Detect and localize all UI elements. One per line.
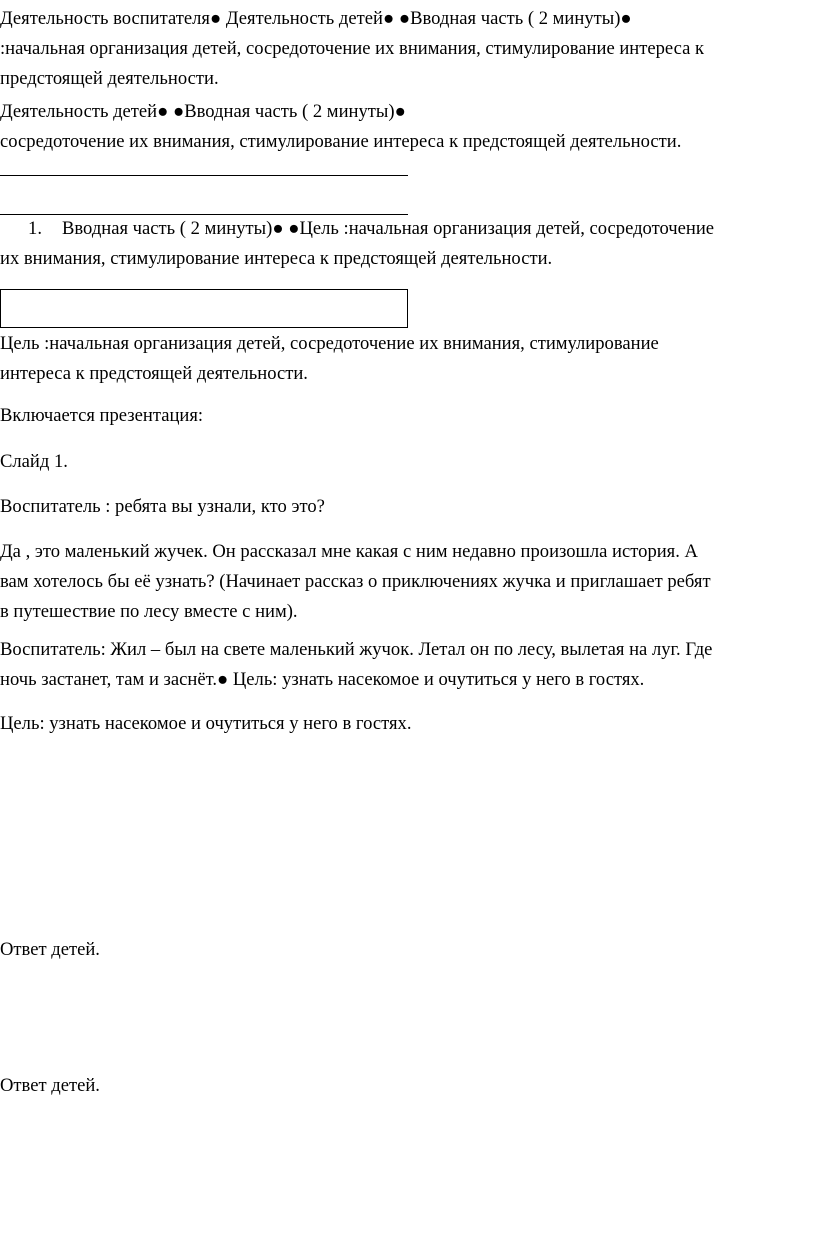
story-line-1: Да , это маленький жучек. Он рассказал мне какая с ним недавно произошла история. А — [0, 541, 698, 562]
intro-heading-line-1: Деятельность воспитателя● Деятельность детей● ●Вводная часть ( 2 минуты)● — [0, 8, 632, 29]
children-activity-line-2: сосредоточение их внимания, стимулирование интереса к предстоящей деятельности. — [0, 131, 682, 152]
slide-paragraph: Слайд 1. — [0, 451, 68, 472]
story-paragraph — [0, 537, 810, 627]
children-activity-line-1: Деятельность детей● ●Вводная часть ( 2 минуты)● — [0, 101, 406, 122]
teacher-story-paragraph — [0, 635, 810, 695]
teacher-story-line-1: Воспитатель: Жил – был на свете маленький жучок. Летал он по лесу, вылетая на луг. Где — [0, 639, 713, 660]
answer-paragraph-1: Ответ детей. — [0, 939, 100, 960]
list-item-line-2: их внимания, стимулирование интереса к предстоящей деятельности. — [0, 248, 553, 269]
empty-table-cell — [0, 289, 408, 328]
goal-paragraph — [0, 329, 810, 389]
list-item-text-1: Вводная часть ( 2 минуты)● ●Цель :начальная организация детей, сосредоточение — [62, 218, 715, 239]
intro-heading-line-3: предстоящей деятельности. — [0, 68, 219, 89]
teacher-story-line-2: ночь застанет, там и заснёт.● Цель: узнать насекомое и очутиться у него в гостях. — [0, 669, 645, 690]
answer-paragraph-2: Ответ детей. — [0, 1075, 100, 1096]
intro-heading-paragraph — [0, 4, 810, 94]
teacher-question-paragraph: Воспитатель : ребята вы узнали, кто это? — [0, 496, 325, 517]
intro-heading-line-2: :начальная организация детей, сосредоточение их внимания, стимулирование интереса к — [0, 38, 705, 59]
children-activity-paragraph — [0, 97, 810, 157]
goal-line-1: Цель :начальная организация детей, сосредоточение их внимания, стимулирование — [0, 333, 659, 354]
presentation-paragraph: Включается презентация: — [0, 405, 204, 426]
goal-line-2: интереса к предстоящей деятельности. — [0, 363, 308, 384]
divider-line-1 — [0, 175, 408, 176]
list-item-number: 1. — [28, 218, 42, 239]
goal2-paragraph: Цель: узнать насекомое и очутиться у него в гостях. — [0, 713, 412, 734]
story-line-2: вам хотелось бы её узнать? (Начинает рассказ о приключениях жучка и приглашает ребят — [0, 571, 711, 592]
list-item-line-1 — [0, 214, 810, 244]
numbered-list-item — [0, 214, 810, 274]
story-line-3: в путешествие по лесу вместе с ним). — [0, 601, 298, 622]
